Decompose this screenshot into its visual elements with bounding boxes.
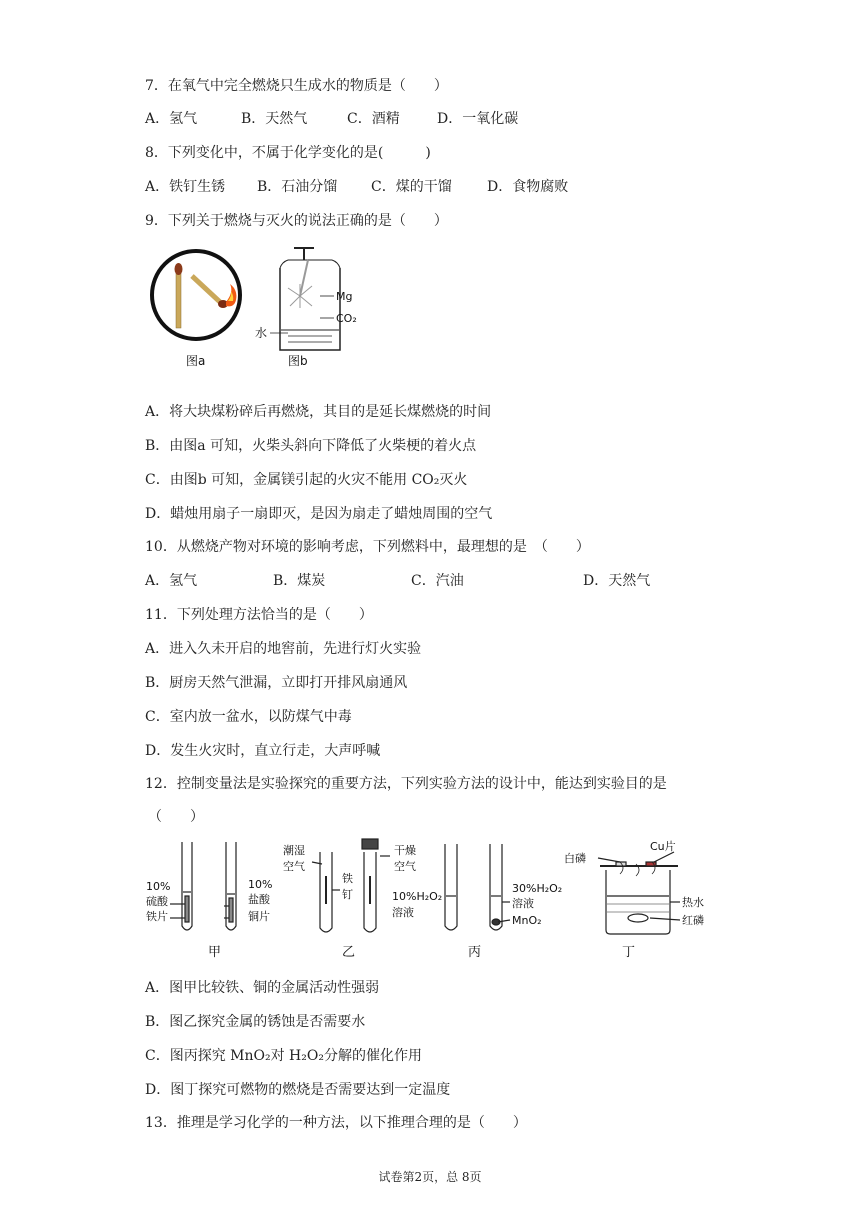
option-a: A．氢气 bbox=[145, 111, 198, 127]
beaker-ding bbox=[606, 870, 670, 934]
jia-acid1-percent: 10% bbox=[146, 880, 171, 893]
question-13-stem: 13．推理是学习化学的一种方法，以下推理合理的是（ ） bbox=[145, 1115, 527, 1131]
question-10-options bbox=[145, 570, 650, 590]
yi-wet-air-2: 空气 bbox=[283, 860, 305, 873]
question-7-stem: 7．在氧气中完全燃烧只生成水的物质是（ ） bbox=[145, 78, 448, 94]
option-a: A．铁钉生锈 bbox=[145, 179, 226, 195]
option-b: B．天然气 bbox=[241, 111, 308, 127]
figure-b-water-label: 水 bbox=[255, 326, 268, 340]
figure-a-match-diagram bbox=[152, 251, 240, 339]
yi-wet-air-1: 潮湿 bbox=[283, 844, 305, 857]
test-tube-bing-2 bbox=[490, 844, 502, 930]
question-9-figure bbox=[148, 240, 368, 372]
figure-b-label: 图b bbox=[288, 354, 308, 368]
option-d: D．食物腐败 bbox=[487, 179, 569, 195]
question-12-figure bbox=[140, 834, 704, 964]
figure-b-mg-diagram bbox=[270, 248, 340, 350]
question-9-option-d: D．蜡烛用扇子一扇即灭，是因为扇走了蜡烛周围的空气 bbox=[145, 506, 493, 522]
question-11-option-b: B．厨房天然气泄漏，立即打开排风扇通风 bbox=[145, 675, 408, 691]
question-10-stem: 10．从燃烧产物对环境的影响考虑，下列燃料中，最理想的是 （ ） bbox=[145, 539, 590, 555]
yi-nail-1: 铁 bbox=[342, 872, 353, 885]
question-11-option-d: D．发生火灾时，直立行走，大声呼喊 bbox=[145, 743, 381, 759]
question-12-option-a: A．图甲比较铁、铜的金属活动性强弱 bbox=[145, 980, 380, 996]
figure-a-label: 图a bbox=[186, 354, 206, 368]
test-tube-bing-1 bbox=[445, 844, 457, 930]
question-9-option-b: B．由图a 可知，火柴头斜向下降低了火柴梗的着火点 bbox=[145, 438, 477, 454]
bing-h2o2-10-1: 10%H₂O₂ bbox=[392, 890, 443, 903]
label-jia: 甲 bbox=[208, 945, 222, 960]
label-bing: 丙 bbox=[468, 945, 482, 960]
question-9-stem: 9．下列关于燃烧与灭火的说法正确的是（ ） bbox=[145, 213, 448, 229]
label-ding: 丁 bbox=[622, 945, 636, 960]
ding-white-p: 白磷 bbox=[564, 852, 586, 865]
jia-acid2-percent: 10% bbox=[248, 878, 273, 891]
option-b: B．石油分馏 bbox=[257, 179, 338, 195]
option-a: A．氢气 bbox=[145, 573, 198, 589]
figure-b-mg-label: Mg bbox=[336, 290, 353, 303]
question-8-stem: 8．下列变化中，不属于化学变化的是( ) bbox=[145, 145, 431, 161]
question-12-option-c: C．图丙探究 MnO₂对 H₂O₂分解的催化作用 bbox=[145, 1048, 422, 1064]
question-7-options bbox=[145, 108, 518, 128]
option-d: D．一氧化碳 bbox=[437, 111, 519, 127]
jia-acid1-name: 硫酸 bbox=[146, 895, 168, 908]
ding-cu: Cu片 bbox=[650, 840, 676, 853]
bing-h2o2-10-2: 溶液 bbox=[392, 906, 414, 919]
bing-h2o2-30-1: 30%H₂O₂ bbox=[512, 882, 563, 895]
yi-dry-air-1: 干燥 bbox=[394, 844, 416, 857]
question-9-option-c: C．由图b 可知，金属镁引起的火灾不能用 CO₂灭火 bbox=[145, 472, 468, 488]
option-d: D．天然气 bbox=[583, 573, 651, 589]
question-12-option-d: D．图丁探究可燃物的燃烧是否需要达到一定温度 bbox=[145, 1082, 451, 1098]
jia-acid2-metal: 铜片 bbox=[248, 910, 270, 923]
question-8-options bbox=[145, 176, 568, 196]
option-c: C．汽油 bbox=[411, 573, 464, 589]
option-b: B．煤炭 bbox=[273, 573, 326, 589]
question-9-option-a: A．将大块煤粉碎后再燃烧，其目的是延长煤燃烧的时间 bbox=[145, 404, 492, 420]
option-c: C．酒精 bbox=[347, 111, 400, 127]
ding-red-p: 红磷 bbox=[682, 914, 704, 927]
yi-nail-2: 钉 bbox=[342, 888, 353, 901]
question-11-option-c: C．室内放一盆水，以防煤气中毒 bbox=[145, 709, 352, 725]
question-12-option-b: B．图乙探究金属的锈蚀是否需要水 bbox=[145, 1014, 366, 1030]
label-yi: 乙 bbox=[342, 945, 356, 960]
page-footer: 试卷第2页，总 8页 bbox=[378, 1170, 482, 1184]
figure-b-co2-label: CO₂ bbox=[336, 312, 357, 325]
ding-hot-water: 热水 bbox=[682, 896, 704, 909]
option-c: C．煤的干馏 bbox=[371, 179, 452, 195]
yi-dry-air-2: 空气 bbox=[394, 860, 416, 873]
jia-acid2-name: 盐酸 bbox=[248, 893, 270, 906]
bing-h2o2-30-2: 溶液 bbox=[512, 897, 534, 910]
question-11-stem: 11．下列处理方法恰当的是（ ） bbox=[145, 607, 373, 623]
question-12-stem-cont: （ ） bbox=[148, 809, 204, 825]
question-12-stem: 12．控制变量法是实验探究的重要方法，下列实验方法的设计中，能达到实验目的是 bbox=[145, 776, 667, 792]
jia-acid1-metal: 铁片 bbox=[146, 910, 168, 923]
bing-mno2: MnO₂ bbox=[512, 914, 542, 927]
question-11-option-a: A．进入久未开启的地窖前，先进行灯火实验 bbox=[145, 641, 422, 657]
